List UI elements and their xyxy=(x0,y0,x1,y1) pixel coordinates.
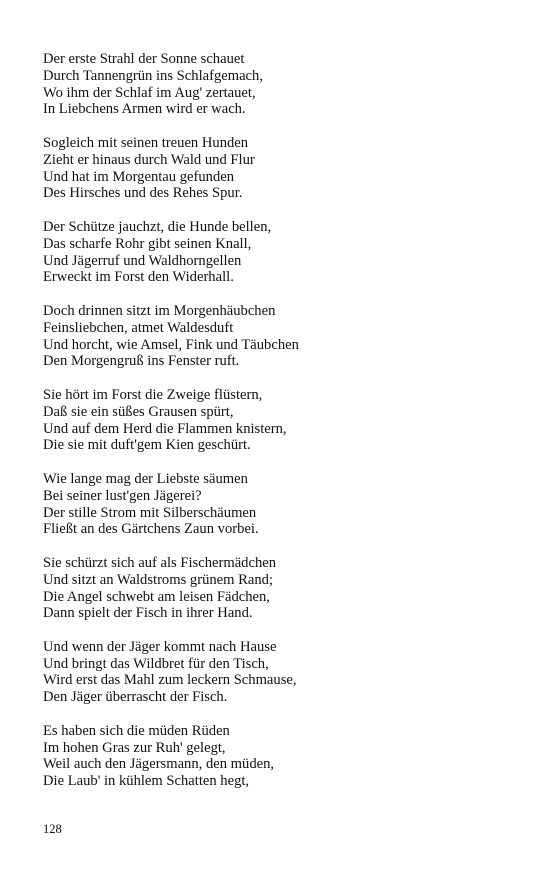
verse-line: Die sie mit duft'gem Kien geschürt. xyxy=(43,437,251,454)
verse-line: Sogleich mit seinen treuen Hunden xyxy=(43,134,249,151)
verse-line: Durch Tannengrün ins Schlafgemach, xyxy=(43,67,263,84)
verse-line: Die Laub' in kühlem Schatten hegt, xyxy=(43,773,250,790)
stanza-5 xyxy=(43,387,523,454)
verse-line: Im hohen Gras zur Ruh' gelegt, xyxy=(43,739,226,756)
verse-line: Wo ihm der Schlaf im Aug' zertauet, xyxy=(43,84,256,101)
verse-line: Bei seiner lust'gen Jägerei? xyxy=(43,487,202,504)
verse-line: Sie hört im Forst die Zweige flüstern, xyxy=(43,386,263,403)
verse-line: Den Jäger überrascht der Fisch. xyxy=(43,689,228,706)
verse-line: Wird erst das Mahl zum leckern Schmause, xyxy=(43,672,297,689)
verse-line: Daß sie ein süßes Grausen spürt, xyxy=(43,403,234,420)
verse-line: Und bringt das Wildbret für den Tisch, xyxy=(43,655,269,672)
stanza-7 xyxy=(43,555,523,622)
verse-line: Dann spielt der Fisch in ihrer Hand. xyxy=(43,605,253,622)
stanza-1 xyxy=(43,51,523,118)
verse-line: Sie schürzt sich auf als Fischermädchen xyxy=(43,554,277,571)
verse-line: Des Hirsches und des Rehes Spur. xyxy=(43,185,243,202)
page-number: 128 xyxy=(43,822,62,836)
verse-line: Weil auch den Jägersmann, den müden, xyxy=(43,756,275,773)
stanza-3 xyxy=(43,219,523,286)
stanza-4 xyxy=(43,303,523,370)
verse-line: Doch drinnen sitzt im Morgenhäubchen xyxy=(43,302,276,319)
verse-line: Der Schütze jauchzt, die Hunde bellen, xyxy=(43,218,272,235)
verse-line: Und hat im Morgentau gefunden xyxy=(43,168,235,185)
stanza-8 xyxy=(43,639,523,706)
verse-line: Zieht er hinaus durch Wald und Flur xyxy=(43,151,255,168)
stanza-6 xyxy=(43,471,523,538)
verse-line: Und wenn der Jäger kommt nach Hause xyxy=(43,638,277,655)
stanza-9 xyxy=(43,723,523,790)
verse-line: Fließt an des Gärtchens Zaun vorbei. xyxy=(43,521,259,538)
verse-line: Und horcht, wie Amsel, Fink und Täubchen xyxy=(43,336,299,353)
verse-line: Und sitzt an Waldstroms grünem Rand; xyxy=(43,571,274,588)
verse-line: Und Jägerruf und Waldhorngellen xyxy=(43,252,242,269)
verse-line: Feinsliebchen, atmet Waldesduft xyxy=(43,319,234,336)
verse-line: Es haben sich die müden Rüden xyxy=(43,722,230,739)
verse-line: Erweckt im Forst den Widerhall. xyxy=(43,269,234,286)
poem-body xyxy=(43,51,523,807)
stanza-2 xyxy=(43,135,523,202)
verse-line: In Liebchens Armen wird er wach. xyxy=(43,101,246,118)
verse-line: Die Angel schwebt am leisen Fädchen, xyxy=(43,588,270,605)
verse-line: Das scharfe Rohr gibt seinen Knall, xyxy=(43,235,252,252)
verse-line: Und auf dem Herd die Flammen knistern, xyxy=(43,420,287,437)
verse-line: Der stille Strom mit Silberschäumen xyxy=(43,504,257,521)
verse-line: Den Morgengruß ins Fenster ruft. xyxy=(43,353,240,370)
verse-line: Wie lange mag der Liebste säumen xyxy=(43,470,248,487)
verse-line: Der erste Strahl der Sonne schauet xyxy=(43,51,245,67)
